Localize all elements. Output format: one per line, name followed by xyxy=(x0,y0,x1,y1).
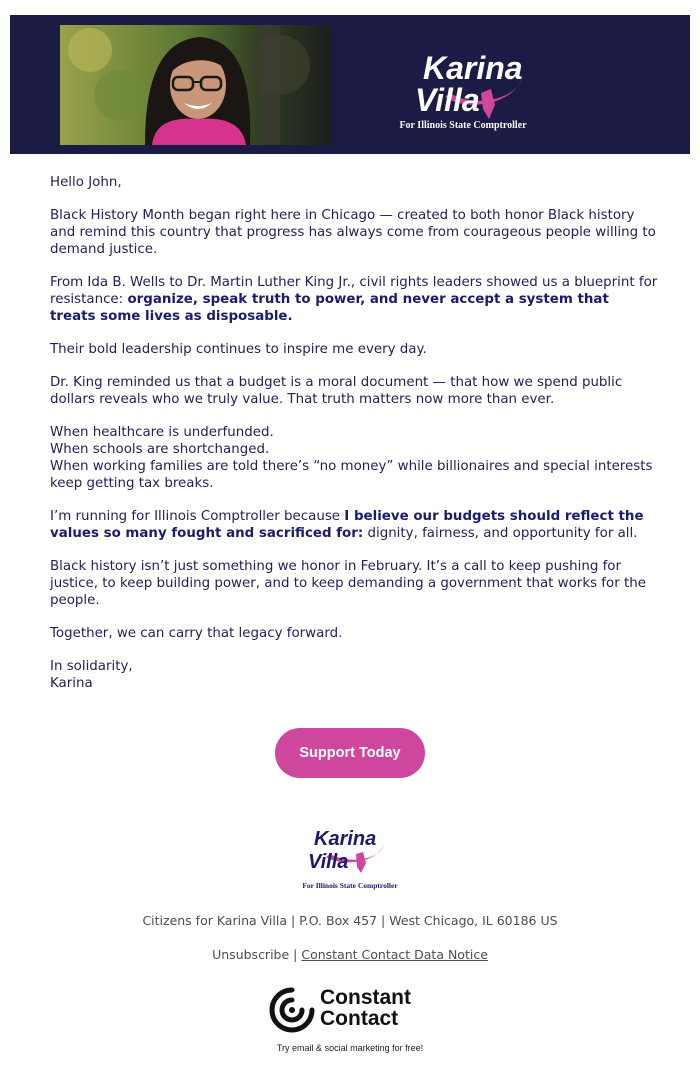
paragraph-2 xyxy=(50,274,658,325)
data-notice-link[interactable]: Constant Contact Data Notice xyxy=(301,947,488,962)
header-tagline: For Illinois State Comptroller xyxy=(399,120,527,131)
footer-karina-villa-logo xyxy=(300,823,400,879)
email-header-banner xyxy=(10,15,690,154)
paragraph-6-text: I’m running for Illinois Comptroller because xyxy=(50,509,345,524)
footer-tagline: For Illinois State Comptroller xyxy=(302,881,398,890)
paragraph-6-end: dignity, fairness, and opportunity for all. xyxy=(363,526,638,541)
paragraph-6 xyxy=(50,508,658,542)
paragraph-5-line2: When schools are shortchanged. xyxy=(50,442,270,457)
signoff: In solidarity, xyxy=(50,659,133,674)
paragraph-3: Their bold leadership continues to inspire me every day. xyxy=(50,342,427,357)
paragraph-5-line1: When healthcare is underfunded. xyxy=(50,425,274,440)
mailing-address: Citizens for Karina Villa | P.O. Box 457 | West Chicago, IL 60186 US xyxy=(142,913,558,928)
unsubscribe-link[interactable]: Unsubscribe xyxy=(212,947,290,962)
cc-line2: Contact xyxy=(320,1007,399,1030)
paragraph-5-line3: When working families are told there’s “no money” while billionaires and special interests keep getting tax breaks. xyxy=(50,459,653,491)
footer-logo-name-line2: Villa xyxy=(308,851,349,873)
footer-logo-name-line1: Karina xyxy=(314,828,377,850)
paragraph-8: Together, we can carry that legacy forward. xyxy=(50,626,343,641)
candidate-photo xyxy=(60,25,332,145)
cc-line1: Constant xyxy=(320,986,411,1009)
support-today-button[interactable]: Support Today xyxy=(275,728,425,778)
constant-contact-tagline: Try email & social marketing for free! xyxy=(276,1043,424,1053)
email-body xyxy=(50,174,658,708)
paragraph-1: Black History Month began right here in Chicago — created to both honor Black history and remind this country that progress has always come from courageous people willing to demand justice. xyxy=(50,208,656,257)
constant-contact-badge[interactable] xyxy=(268,986,438,1036)
signature: Karina xyxy=(50,676,93,691)
signoff-block xyxy=(50,658,658,692)
link-separator: | xyxy=(289,947,302,962)
logo-name-line1: Karina xyxy=(423,50,523,86)
logo-name-line2: Villa xyxy=(415,82,480,118)
paragraph-2-bold: organize, speak truth to power, and never accept a system that treats some lives as disposable. xyxy=(50,292,609,324)
constant-contact-wordmark xyxy=(320,987,411,1029)
footer-links xyxy=(0,947,700,962)
paragraph-4: Dr. King reminded us that a budget is a moral document — that how we spend public dollars reveals who we truly value. That truth matters now more than ever. xyxy=(50,375,623,407)
paragraph-7: Black history isn’t just something we honor in February. It’s a call to keep pushing for justice, to keep building power, and to keep demanding a government that works for the people. xyxy=(50,559,646,608)
constant-contact-icon xyxy=(268,986,316,1034)
paragraph-6-bold: I believe our budgets should reflect the values so many fought and sacrificed for: xyxy=(50,509,644,541)
paragraph-2-text: From Ida B. Wells to Dr. Martin Luther King Jr., civil rights leaders showed us a blueprint for resistance: xyxy=(50,275,658,307)
greeting: Hello John, xyxy=(50,175,122,190)
paragraph-5 xyxy=(50,424,658,492)
